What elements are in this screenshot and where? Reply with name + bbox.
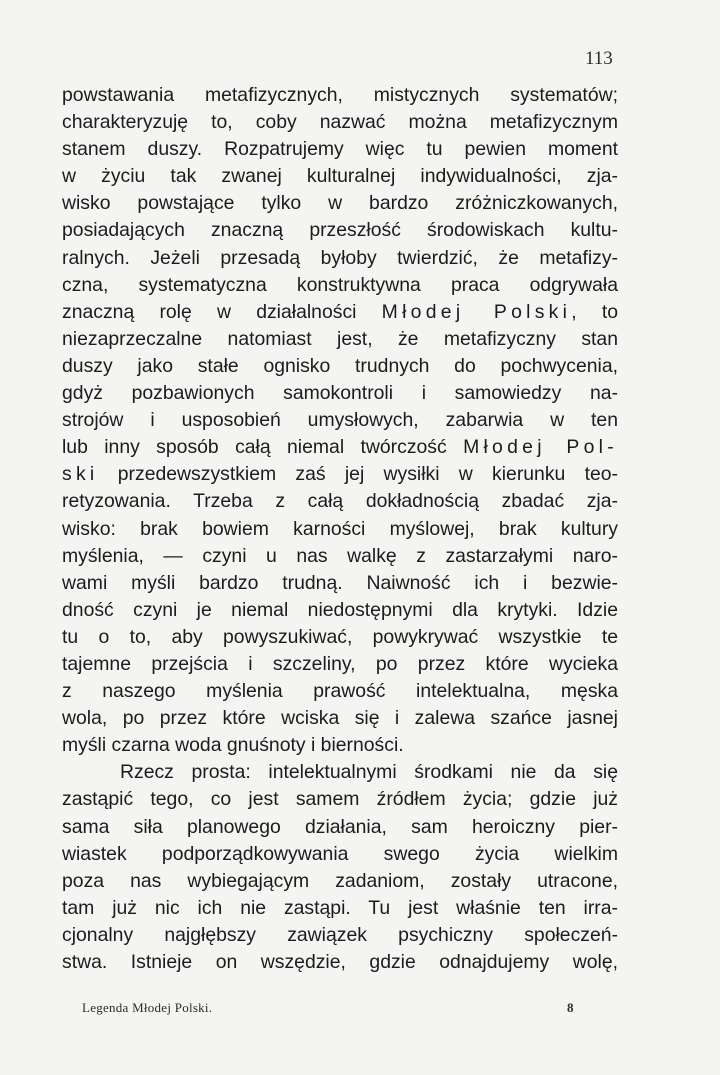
text-line: myśli czarna woda gnuśnoty i bierności. — [62, 734, 404, 757]
text-line: tu o to, aby powyszukiwać, powykrywać wszystkie te — [62, 625, 618, 648]
text-line: wola, po przez które wciska się i zalewa szańce jasnej — [62, 707, 618, 730]
footer-signature-mark: 8 — [567, 1000, 574, 1015]
page-number: 113 — [585, 48, 613, 69]
spaced-title: Młodej Pol- — [463, 436, 618, 459]
text-line: retyzowania. Trzeba z całą dokładnością zbadać zja- — [62, 490, 618, 513]
text-segment: , to — [571, 300, 618, 323]
text-line — [62, 434, 618, 461]
text-line — [62, 461, 618, 488]
text-line: posiadających znaczną przeszłość środowiskach kultu- — [62, 219, 618, 242]
text-line: tam już nic ich nie zastąpi. Tu jest właśnie ten irra- — [62, 896, 618, 919]
text-line: charakteryzuję to, coby nazwać można metafizycznym — [62, 111, 618, 134]
text-line: stanem duszy. Rozpatrujemy więc tu pewien moment — [62, 138, 618, 161]
text-line: niezaprzeczalne natomiast jest, że metafizyczny stan — [62, 327, 618, 350]
text-line: poza nas wybiegającym zadaniom, zostały utracone, — [62, 869, 618, 892]
footer-book-title: Legenda Młodej Polski. — [82, 1000, 213, 1015]
text-line: Rzecz prosta: intelektualnymi środkami nie da się — [120, 761, 618, 784]
spaced-title: ski — [62, 463, 99, 486]
text-line: gdyż pozbawionych samokontroli i samowiedzy na- — [62, 382, 618, 405]
text-segment: przedewszystkiem zaś jej wysiłki w kierunku teo- — [98, 463, 618, 486]
spaced-title: Młodej Polski — [381, 300, 572, 323]
text-segment: znaczną rolę w działalności — [62, 300, 382, 323]
text-line: wiastek podporządkowywania swego życia wielkim — [62, 842, 618, 865]
text-line — [62, 299, 618, 326]
text-line: powstawania metafizycznych, mistycznych systematów; — [62, 84, 618, 106]
text-line: duszy jako stałe ognisko trudnych do pochwycenia, — [62, 354, 618, 377]
text-line: tajemne przejścia i szczeliny, po przez które wycieka — [62, 652, 618, 675]
text-line: ralnych. Jeżeli przesadą byłoby twierdzić, że metafizy- — [62, 246, 618, 269]
text-line: w życiu tak zwanej kulturalnej indywidualności, zja- — [62, 165, 618, 188]
text-segment: lub inny sposób całą niemal twórczość — [62, 436, 464, 459]
text-line: z naszego myślenia prawość intelektualna, męska — [62, 680, 618, 703]
text-line: wami myśli bardzo trudną. Naiwność ich i bezwie- — [62, 571, 618, 594]
text-line: czna, systematyczna konstruktywna praca odgrywała — [62, 273, 618, 296]
text-line: cjonalny najgłębszy zawiązek psychiczny społeczeń- — [62, 923, 618, 946]
body-text — [62, 82, 618, 976]
text-line: strojów i usposobień umysłowych, zabarwia w ten — [62, 409, 618, 432]
text-line: wisko powstające tylko w bardzo zróżniczkowanych, — [62, 192, 618, 215]
text-line: myślenia, — czyni u nas walkę z zastarzałymi naro- — [62, 544, 618, 567]
text-line: zastąpić tego, co jest samem źródłem życia; gdzie już — [62, 788, 618, 811]
text-line: sama siła planowego działania, sam heroiczny pier- — [62, 815, 618, 838]
text-line: stwa. Istnieje on wszędzie, gdzie odnajdujemy wolę, — [62, 951, 618, 973]
text-line: dność czyni je niemal niedostępnymi dla krytyki. Idzie — [62, 598, 618, 621]
text-line: wisko: brak bowiem karności myślowej, brak kultury — [62, 517, 618, 540]
